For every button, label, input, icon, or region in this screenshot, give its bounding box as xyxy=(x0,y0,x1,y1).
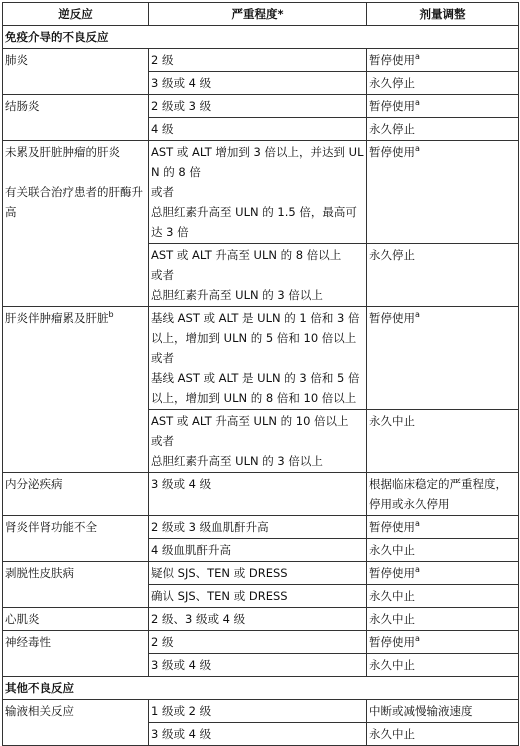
reaction-text: 肝炎伴肿瘤累及肝脏$^b$ xyxy=(5,310,114,325)
reaction-text: 肾炎伴肾功能不全 xyxy=(5,520,97,534)
footnote-marker: a xyxy=(415,98,420,108)
dose-adjustment-cell xyxy=(367,95,519,118)
dose-adjustment-text: 暂停使用$^a$ xyxy=(369,52,420,67)
dose-adjustment-text: 永久中止 xyxy=(369,658,415,672)
table-header-row xyxy=(3,3,519,26)
section-title: 免疫介导的不良反应 xyxy=(3,26,519,49)
severity-text: 基线 AST 或 ALT 是 ULN 的 1 倍和 3 倍以上，增加到 ULN 的 5 倍和 10 倍以上 xyxy=(151,311,360,345)
reaction-cell xyxy=(3,307,149,473)
severity-cell xyxy=(149,72,367,95)
dose-adjustment-cell xyxy=(367,516,519,539)
dose-adjustment-cell xyxy=(367,631,519,654)
severity-text: 2 级 xyxy=(151,53,174,67)
header-dose-adjustment: 剂量调整 xyxy=(367,3,519,26)
severity-cell xyxy=(149,723,367,746)
dose-adjustment-cell xyxy=(367,49,519,72)
table-row xyxy=(3,516,519,539)
severity-cell xyxy=(149,49,367,72)
dose-adjustment-text: 永久停止 xyxy=(369,122,415,136)
severity-text: 疑似 SJS、TEN 或 DRESS xyxy=(151,566,288,580)
dose-adjustment-cell xyxy=(367,608,519,631)
table-row xyxy=(3,473,519,516)
severity-text: 1 级或 2 级 xyxy=(151,704,212,718)
severity-cell xyxy=(149,95,367,118)
footnote-marker: a xyxy=(415,519,420,529)
severity-text: 2 级 xyxy=(151,635,174,649)
severity-cell xyxy=(149,539,367,562)
reaction-text: 神经毒性 xyxy=(5,635,51,649)
severity-cell xyxy=(149,585,367,608)
table-row xyxy=(3,562,519,585)
severity-text: 3 级或 4 级 xyxy=(151,76,212,90)
table-body xyxy=(3,26,519,746)
dose-adjustment-cell xyxy=(367,585,519,608)
severity-cell xyxy=(149,410,367,473)
severity-text: 3 级或 4 级 xyxy=(151,727,212,741)
reaction-text: 输液相关反应 xyxy=(5,704,74,718)
reaction-cell xyxy=(3,631,149,677)
reaction-text: 心肌炎 xyxy=(5,612,40,626)
dose-adjustment-cell xyxy=(367,141,519,244)
reaction-text: 剥脱性皮肤病 xyxy=(5,566,74,580)
table-row xyxy=(3,608,519,631)
severity-text: 4 级 xyxy=(151,122,174,136)
table-row xyxy=(3,49,519,72)
dose-adjustment-text: 暂停使用$^a$ xyxy=(369,565,420,580)
footnote-marker: a xyxy=(415,565,420,575)
dose-adjustment-text: 暂停使用$^a$ xyxy=(369,98,420,113)
severity-cell xyxy=(149,700,367,723)
reaction-text: 结肠炎 xyxy=(5,99,40,113)
severity-cell xyxy=(149,141,367,244)
severity-text: 3 级或 4 级 xyxy=(151,658,212,672)
severity-cell xyxy=(149,631,367,654)
severity-cell xyxy=(149,562,367,585)
dose-adjustment-text: 永久中止 xyxy=(369,612,415,626)
severity-text: AST 或 ALT 增加到 3 倍以上，并达到 ULN 的 8 倍 xyxy=(151,145,364,179)
table-row xyxy=(3,95,519,118)
severity-cell xyxy=(149,473,367,516)
dose-adjustment-text: 暂停使用$^a$ xyxy=(369,144,420,159)
reaction-cell xyxy=(3,49,149,95)
reaction-cell xyxy=(3,608,149,631)
dose-adjustment-text: 永久中止 xyxy=(369,543,415,557)
dose-adjustment-cell xyxy=(367,244,519,307)
dose-adjustment-cell xyxy=(367,307,519,410)
table-row xyxy=(3,141,519,244)
severity-text: 3 级或 4 级 xyxy=(151,477,212,491)
footnote-marker: b xyxy=(108,310,114,320)
reaction-cell xyxy=(3,473,149,516)
reaction-cell xyxy=(3,700,149,746)
reaction-cell xyxy=(3,562,149,608)
reaction-cell xyxy=(3,95,149,141)
severity-text: 或者 xyxy=(151,434,174,448)
reaction-text: 未累及肝脏肿瘤的肝炎 xyxy=(5,145,120,159)
severity-text: 确认 SJS、TEN 或 DRESS xyxy=(151,589,288,603)
severity-text: 总胆红素升高至 ULN 的 3 倍以上 xyxy=(151,454,323,468)
dose-adjustment-cell xyxy=(367,700,519,723)
dose-adjustment-cell xyxy=(367,654,519,677)
dose-adjustment-cell xyxy=(367,723,519,746)
severity-text: 或者 xyxy=(151,268,174,282)
reaction-text: 内分泌疾病 xyxy=(5,477,63,491)
footnote-marker: a xyxy=(415,634,420,644)
table-row xyxy=(3,631,519,654)
section-header-row xyxy=(3,677,519,700)
dose-adjustment-text: 永久中止 xyxy=(369,589,415,603)
section-header-row xyxy=(3,26,519,49)
dose-adjustment-cell xyxy=(367,539,519,562)
dose-adjustment-text: 暂停使用$^a$ xyxy=(369,519,420,534)
severity-text: 2 级或 3 级血肌酐升高 xyxy=(151,520,269,534)
table-row xyxy=(3,700,519,723)
table-row xyxy=(3,307,519,410)
severity-text: AST 或 ALT 升高至 ULN 的 8 倍以上 xyxy=(151,248,342,262)
dose-adjustment-text: 暂停使用$^a$ xyxy=(369,634,420,649)
section-title: 其他不良反应 xyxy=(3,677,519,700)
dose-adjustment-cell xyxy=(367,473,519,516)
dose-adjustment-cell xyxy=(367,72,519,95)
dose-adjustment-cell xyxy=(367,562,519,585)
footnote-marker: a xyxy=(415,310,420,320)
severity-text: 2 级、3 级或 4 级 xyxy=(151,612,246,626)
severity-text: AST 或 ALT 升高至 ULN 的 10 倍以上 xyxy=(151,414,349,428)
reaction-text: 肺炎 xyxy=(5,53,28,67)
footnote-marker: a xyxy=(415,52,420,62)
dose-adjustment-text: 暂停使用$^a$ xyxy=(369,310,420,325)
severity-text: 总胆红素升高至 ULN 的 1.5 倍，最高可达 3 倍 xyxy=(151,205,357,239)
severity-cell xyxy=(149,654,367,677)
severity-cell xyxy=(149,118,367,141)
reaction-text: 有关联合治疗患者的肝酶升高 xyxy=(5,185,143,219)
dose-adjustment-text: 永久中止 xyxy=(369,727,415,741)
dose-adjustment-cell xyxy=(367,118,519,141)
severity-text: 4 级血肌酐升高 xyxy=(151,543,231,557)
severity-cell xyxy=(149,516,367,539)
severity-text: 或者 xyxy=(151,351,174,365)
reaction-cell xyxy=(3,141,149,307)
severity-text: 2 级或 3 级 xyxy=(151,99,212,113)
footnote-marker: a xyxy=(415,144,420,154)
dose-modification-table xyxy=(2,2,519,746)
severity-text: 或者 xyxy=(151,185,174,199)
severity-cell xyxy=(149,244,367,307)
dose-adjustment-text: 永久停止 xyxy=(369,76,415,90)
dose-adjustment-text: 根据临床稳定的严重程度，停用或永久停用 xyxy=(369,477,507,511)
severity-cell xyxy=(149,608,367,631)
dose-adjustment-text: 永久停止 xyxy=(369,248,415,262)
reaction-text xyxy=(5,162,146,182)
dose-adjustment-text: 永久中止 xyxy=(369,414,415,428)
dose-adjustment-text: 中断或减慢输液速度 xyxy=(369,704,473,718)
reaction-cell xyxy=(3,516,149,562)
header-severity: 严重程度* xyxy=(149,3,367,26)
severity-cell xyxy=(149,307,367,410)
severity-text: 总胆红素升高至 ULN 的 3 倍以上 xyxy=(151,288,323,302)
severity-text: 基线 AST 或 ALT 是 ULN 的 3 倍和 5 倍以上，增加到 ULN 的 8 倍和 10 倍以上 xyxy=(151,371,360,405)
dose-adjustment-cell xyxy=(367,410,519,473)
header-reaction: 逆反应 xyxy=(3,3,149,26)
